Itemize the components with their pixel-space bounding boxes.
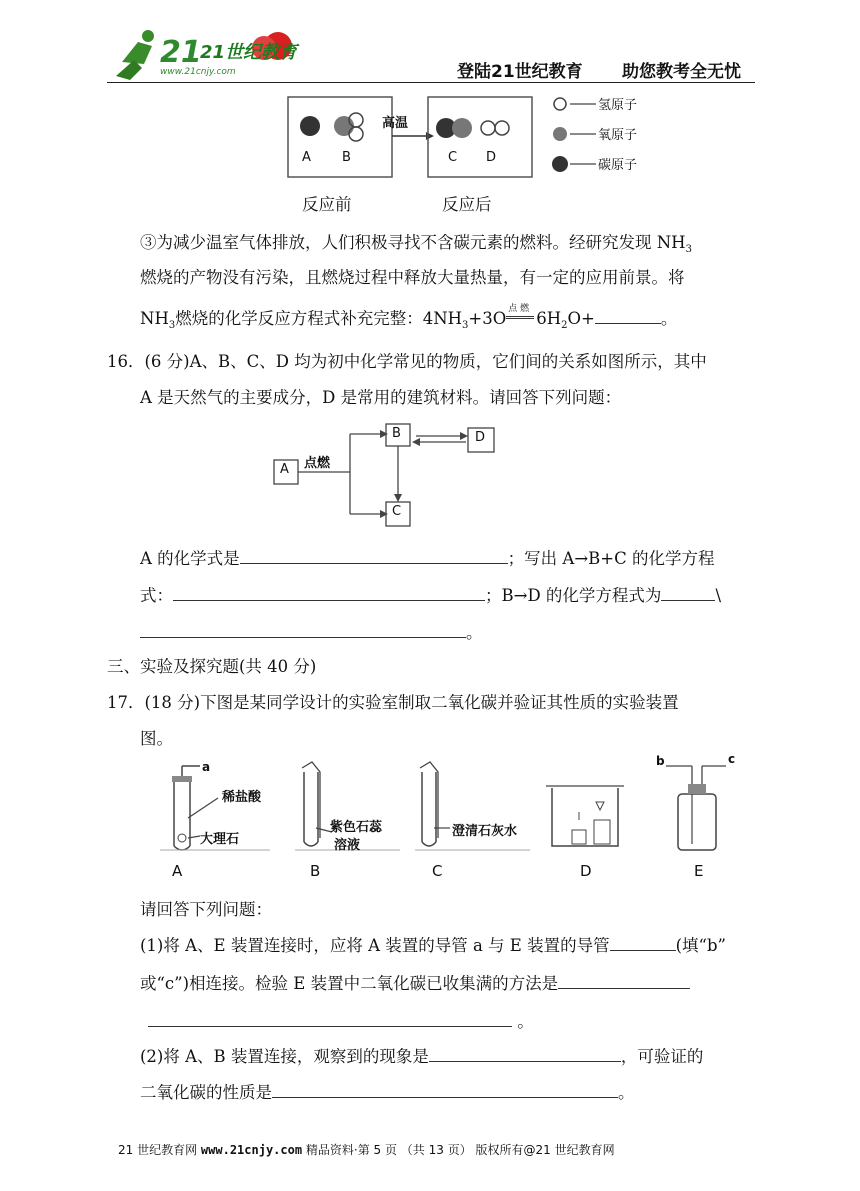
apparatus-e-c-label: c [728, 752, 736, 766]
svg-text:21: 21 [160, 35, 202, 70]
arrow-label: 高温 [382, 116, 409, 131]
caption-before: 反应前 [302, 195, 352, 214]
q16-formula-blank[interactable] [240, 547, 508, 564]
apparatus-label-e: E [694, 862, 704, 880]
q17-tube-blank[interactable] [610, 934, 676, 951]
q16-equation2-cont-blank[interactable] [140, 621, 466, 638]
section3-title: 三、实验及探究题(共 40 分) [107, 657, 317, 676]
q17-line1: 17．(18 分)下图是某同学设计的实验室制取二氧化碳并验证其性质的实验装置 [107, 693, 679, 712]
q17-part1-line1: (1)将 A、E 装置连接时，应将 A 装置的导管 a 与 E 装置的导管 (填“b” [140, 936, 726, 955]
footer-url[interactable]: www.21cnjy.com [200, 1143, 303, 1157]
q16-answer1: A 的化学式是 ；写出 A→B+C 的化学方程 [140, 549, 715, 568]
q17-method-cont-blank[interactable] [148, 1010, 512, 1027]
q16-node-b: B [392, 426, 401, 441]
apparatus-b-label2: 溶液 [334, 838, 361, 853]
q16-equation2-blank[interactable] [661, 584, 715, 601]
header-slogan-right: 助您教考全无忧 [622, 62, 741, 82]
q15-line3: $NH_3$燃烧的化学反应方程式补充完整：$4NH_3+3O$ 点 燃 $6H_2O+$ 。 [140, 304, 678, 331]
q15-line2: 燃烧的产物没有污染，且燃烧过程中释放大量热量，有一定的应用前景。将 [140, 268, 685, 287]
apparatus-c-label: 澄清石灰水 [452, 824, 518, 839]
q17-part2-line1: (2)将 A、B 装置连接，观察到的现象是 ，可验证的 [140, 1047, 704, 1066]
label-a: A [302, 150, 311, 165]
label-b: B [342, 150, 351, 165]
page-header [0, 0, 860, 90]
label-d: D [486, 150, 497, 165]
q16-node-a: A [280, 462, 289, 477]
apparatus-e-b-label: b [656, 754, 665, 768]
q17-part1-line2: 或“c”)相连接。检验 E 装置中二氧化碳已收集满的方法是 [140, 972, 690, 995]
q17-part1-line3: 。 [148, 1010, 534, 1033]
q16-line2: A 是天然气的主要成分，D 是常用的建筑材料。请回答下列问题： [140, 388, 622, 407]
q15-answer-blank[interactable] [595, 307, 661, 324]
footer-site: 21 世纪教育网 [118, 1143, 198, 1157]
label-c: C [448, 150, 458, 165]
q16-node-d: D [475, 430, 486, 445]
apparatus-b-label1: 紫色石蕊 [330, 820, 383, 835]
apparatus-label-a: A [172, 862, 183, 880]
q17-line2: 图。 [140, 729, 173, 748]
q17-apparatus [160, 752, 750, 883]
q16-flow [270, 420, 510, 530]
legend-hydrogen: 氢原子 [598, 98, 638, 113]
header-rule [107, 82, 755, 83]
apparatus-label-c: C [432, 862, 443, 880]
footer-info: 精品资料·第 5 页 （共 13 页） 版权所有@21 世纪教育网 [305, 1143, 615, 1157]
svg-text:www.21cnjy.com: www.21cnjy.com [160, 67, 236, 77]
apparatus-a-tube-label: a [202, 760, 211, 774]
svg-text:21世纪教育: 21世纪教育 [200, 42, 298, 63]
q16-line1: 16．(6 分)A、B、C、D 均为初中化学常见的物质，它们间的关系如图所示，其中 [107, 352, 707, 371]
header-slogan-left: 登陆21世纪教育 [457, 62, 583, 82]
q15-line1: ③为减少温室气体排放，人们积极寻找不含碳元素的燃料。经研究发现 $NH_3$ [140, 233, 692, 255]
caption-after: 反应后 [442, 195, 492, 214]
apparatus-figure [160, 758, 750, 858]
apparatus-label-b: B [310, 862, 321, 880]
q16-edge-label: 点燃 [304, 456, 331, 471]
q17-phenomenon-blank[interactable] [429, 1045, 621, 1062]
apparatus-a-acid-label: 稀盐酸 [222, 790, 262, 805]
q17-prompt: 请回答下列问题： [140, 900, 272, 919]
q16-equation1-blank[interactable] [173, 584, 485, 601]
q17-part2-line2: 二氧化碳的性质是 。 [140, 1083, 635, 1102]
apparatus-a-marble-label: 大理石 [200, 832, 240, 847]
q17-property-blank[interactable] [272, 1081, 618, 1098]
q16-diagram [270, 420, 510, 530]
q16-answer2: 式： ；B→D 的化学方程式为 \ [140, 586, 721, 605]
reaction-diagram [280, 92, 680, 222]
apparatus-label-d: D [580, 862, 592, 880]
q16-answer3: 。 [140, 621, 483, 644]
legend-carbon: 碳原子 [598, 158, 638, 173]
page-footer [118, 1141, 615, 1158]
logo [108, 24, 308, 84]
legend-oxygen: 氧原子 [598, 128, 638, 143]
q17-method-blank[interactable] [558, 972, 690, 989]
q16-node-c: C [392, 504, 402, 519]
